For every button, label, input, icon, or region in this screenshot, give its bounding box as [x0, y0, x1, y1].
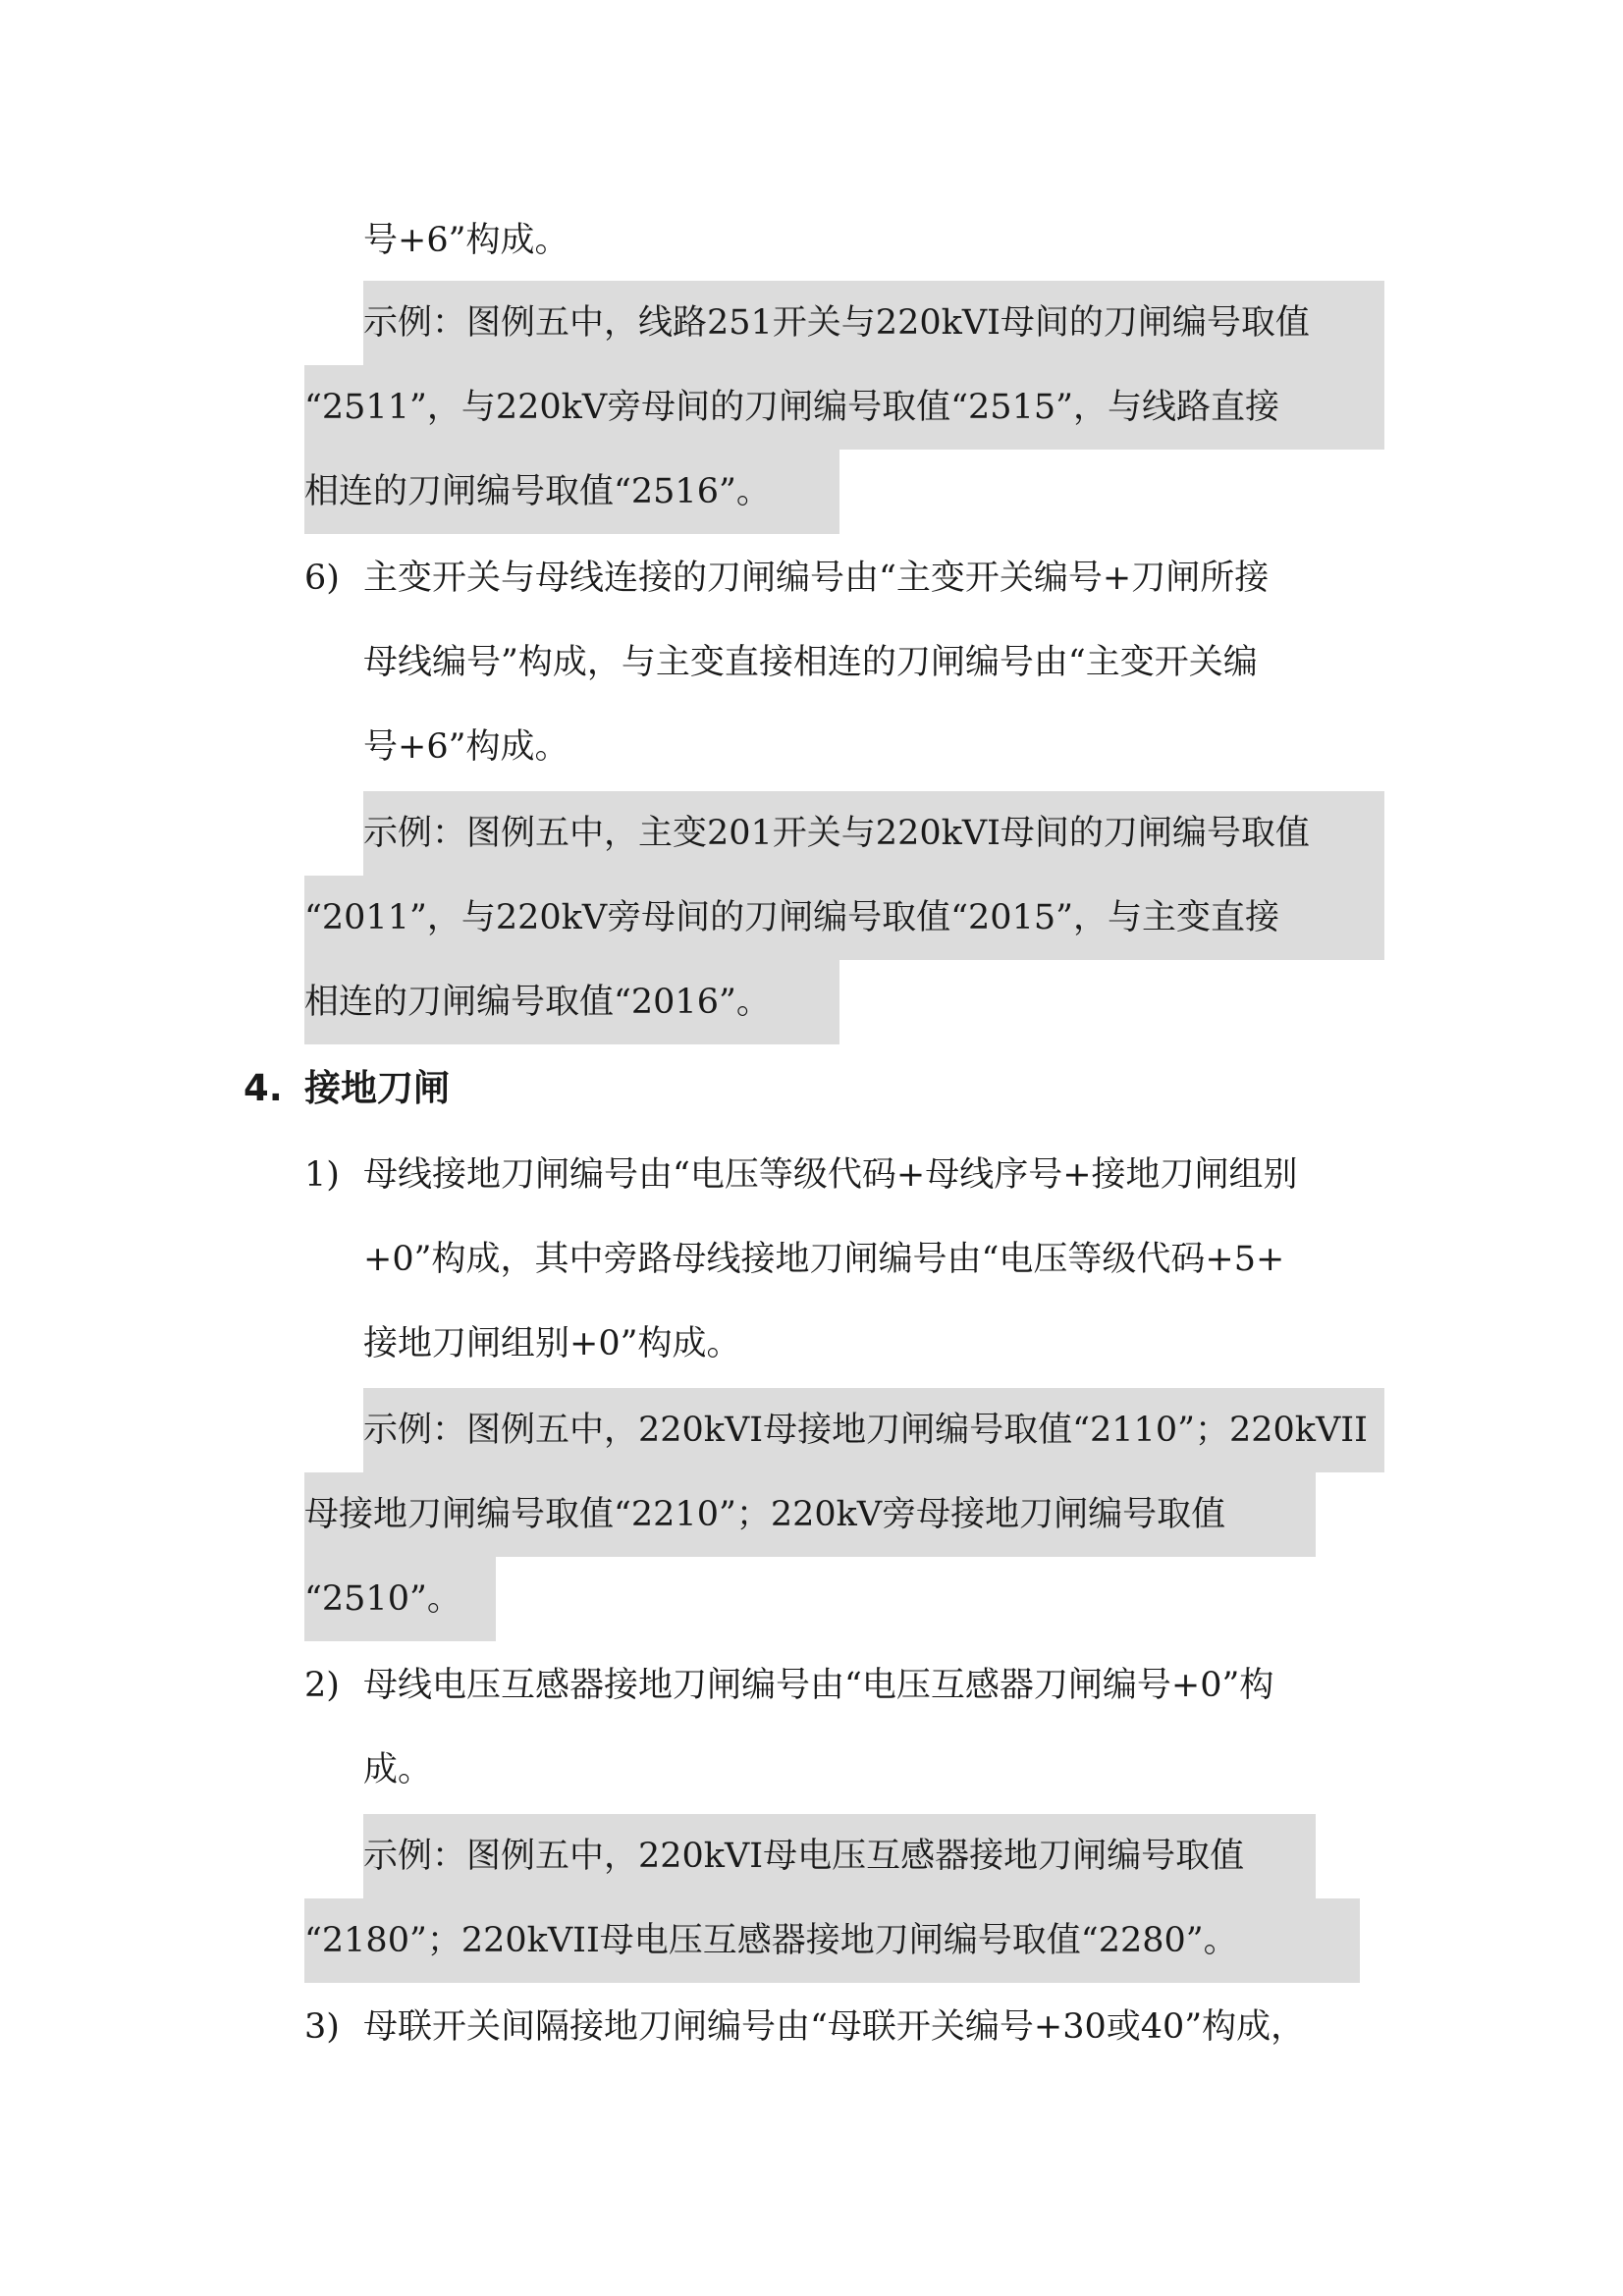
- text-line: +0”构成，其中旁路母线接地刀闸编号由“电压等级代码+5+: [363, 1240, 1285, 1279]
- example-line: 相连的刀闸编号取值“2016”。: [304, 960, 839, 1044]
- section-title: 接地刀闸: [304, 1067, 450, 1109]
- section-number: 4.: [243, 1067, 283, 1109]
- text-line: 母线编号”构成，与主变直接相连的刀闸编号由“主变开关编: [363, 643, 1258, 682]
- text-line: 成。: [363, 1750, 433, 1789]
- list-number: 3): [304, 2007, 340, 2047]
- list-number: 1): [304, 1155, 340, 1195]
- example-line: “2511”，与220kV旁母间的刀闸编号取值“2515”，与线路直接: [304, 365, 1384, 450]
- text-line: 主变开关与母线连接的刀闸编号由“主变开关编号+刀闸所接: [363, 559, 1270, 598]
- example-line: 示例：图例五中，主变201开关与220kVI母间的刀闸编号取值: [363, 791, 1384, 876]
- example-line: 母接地刀闸编号取值“2210”；220kV旁母接地刀闸编号取值: [304, 1472, 1316, 1557]
- example-line: “2011”，与220kV旁母间的刀闸编号取值“2015”，与主变直接: [304, 876, 1384, 960]
- example-line: 示例：图例五中，线路251开关与220kVI母间的刀闸编号取值: [363, 281, 1384, 365]
- text-line: 接地刀闸组别+0”构成。: [363, 1324, 741, 1363]
- example-line: 相连的刀闸编号取值“2516”。: [304, 450, 839, 534]
- example-line: 示例：图例五中，220kVI母电压互感器接地刀闸编号取值: [363, 1814, 1316, 1898]
- text-line: 母线接地刀闸编号由“电压等级代码+母线序号+接地刀闸组别: [363, 1155, 1298, 1195]
- list-number: 2): [304, 1666, 340, 1705]
- example-line: “2510”。: [304, 1557, 496, 1641]
- text-line: 母联开关间隔接地刀闸编号由“母联开关编号+30或40”构成，: [363, 2007, 1306, 2047]
- list-number: 6): [304, 559, 340, 598]
- example-line: “2180”；220kVII母电压互感器接地刀闸编号取值“2280”。: [304, 1898, 1360, 1983]
- text-line: 母线电压互感器接地刀闸编号由“电压互感器刀闸编号+0”构: [363, 1666, 1274, 1705]
- example-line: 示例：图例五中，220kVI母接地刀闸编号取值“2110”；220kVII: [363, 1388, 1384, 1472]
- text-line: 号+6”构成。: [363, 727, 569, 767]
- text-line: 号+6”构成。: [363, 221, 569, 260]
